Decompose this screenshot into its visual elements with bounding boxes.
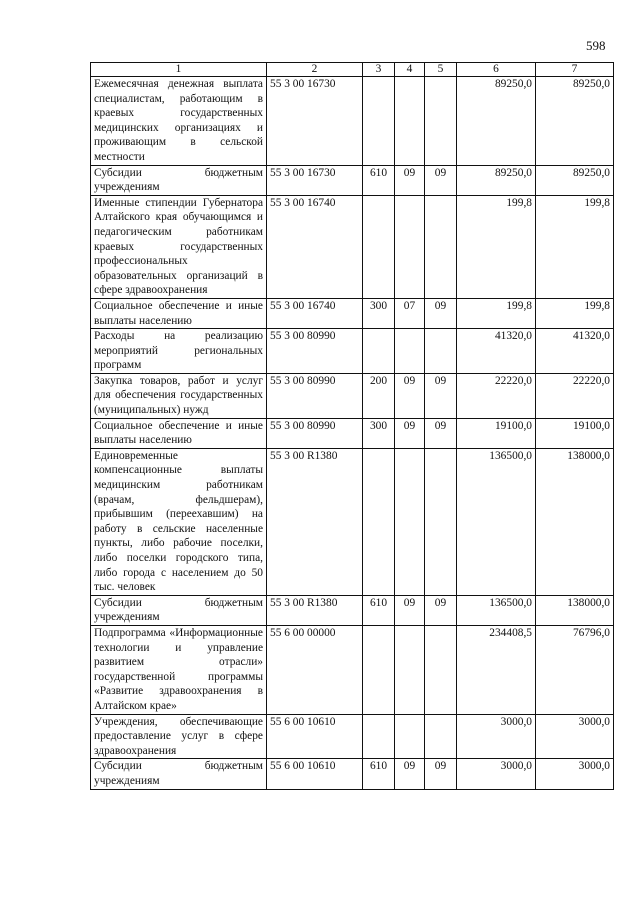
- row-name: Закупка товаров, работ и услуг для обеспечения государственных (муниципальных) нужд: [91, 373, 267, 418]
- row-code: 55 3 00 16740: [267, 298, 363, 328]
- row-amount-2: 89250,0: [536, 77, 614, 166]
- row-section: [395, 77, 425, 166]
- column-header-5: 5: [425, 63, 457, 77]
- table-header-row: [91, 63, 614, 77]
- row-name: Социальное обеспечение и иные выплаты населению: [91, 298, 267, 328]
- column-header-6: 6: [457, 63, 536, 77]
- row-subsection: 09: [425, 373, 457, 418]
- row-code: 55 3 00 R1380: [267, 595, 363, 625]
- table-row: [91, 298, 614, 328]
- row-subsection: 09: [425, 165, 457, 195]
- row-subsection: [425, 625, 457, 714]
- table-row: [91, 195, 614, 298]
- row-amount-2: 138000,0: [536, 595, 614, 625]
- row-amount-1: 199,8: [457, 195, 536, 298]
- row-name: Субсидии бюджетным учреждениям: [91, 165, 267, 195]
- row-amount-1: 3000,0: [457, 714, 536, 759]
- table-row: [91, 165, 614, 195]
- row-expense-type: [363, 329, 395, 374]
- table-row: [91, 448, 614, 595]
- row-amount-1: 41320,0: [457, 329, 536, 374]
- row-expense-type: 610: [363, 165, 395, 195]
- row-amount-2: 19100,0: [536, 418, 614, 448]
- row-amount-2: 138000,0: [536, 448, 614, 595]
- row-section: 09: [395, 595, 425, 625]
- page-number: 598: [586, 38, 606, 53]
- column-header-2: 2: [267, 63, 363, 77]
- row-amount-1: 89250,0: [457, 77, 536, 166]
- row-section: 09: [395, 759, 425, 789]
- row-expense-type: [363, 448, 395, 595]
- row-subsection: [425, 329, 457, 374]
- row-expense-type: 610: [363, 595, 395, 625]
- row-name: Ежемесячная денежная выплата специалистам, работающим в краевых государственных медицинских организациях и проживающим в сельской местности: [91, 77, 267, 166]
- row-amount-1: 136500,0: [457, 448, 536, 595]
- table-row: [91, 418, 614, 448]
- row-name: Расходы на реализацию мероприятий региональных программ: [91, 329, 267, 374]
- table-row: [91, 373, 614, 418]
- row-subsection: [425, 77, 457, 166]
- row-amount-2: 76796,0: [536, 625, 614, 714]
- row-amount-1: 199,8: [457, 298, 536, 328]
- row-name: Учреждения, обеспечивающие предоставление услуг в сфере здравоохранения: [91, 714, 267, 759]
- table-row: [91, 714, 614, 759]
- row-code: 55 3 00 16740: [267, 195, 363, 298]
- row-amount-2: 41320,0: [536, 329, 614, 374]
- row-amount-2: 22220,0: [536, 373, 614, 418]
- table-body: [91, 77, 614, 790]
- row-expense-type: 200: [363, 373, 395, 418]
- row-amount-1: 3000,0: [457, 759, 536, 789]
- row-name: Социальное обеспечение и иные выплаты населению: [91, 418, 267, 448]
- row-amount-1: 234408,5: [457, 625, 536, 714]
- row-amount-2: 3000,0: [536, 714, 614, 759]
- row-section: 09: [395, 165, 425, 195]
- row-code: 55 3 00 16730: [267, 165, 363, 195]
- row-subsection: 09: [425, 298, 457, 328]
- row-amount-2: 3000,0: [536, 759, 614, 789]
- row-expense-type: 610: [363, 759, 395, 789]
- column-header-3: 3: [363, 63, 395, 77]
- row-code: 55 6 00 10610: [267, 759, 363, 789]
- row-section: [395, 448, 425, 595]
- row-subsection: 09: [425, 759, 457, 789]
- column-header-1: 1: [91, 63, 267, 77]
- row-section: [395, 714, 425, 759]
- row-code: 55 6 00 00000: [267, 625, 363, 714]
- row-subsection: [425, 195, 457, 298]
- table-row: [91, 77, 614, 166]
- row-name: Подпрограмма «Информационные технологии и управление развитием отрасли» государственной программы «Развитие здравоохранения в Алтайском крае»: [91, 625, 267, 714]
- column-header-7: 7: [536, 63, 614, 77]
- row-subsection: [425, 448, 457, 595]
- row-section: [395, 329, 425, 374]
- row-name: Субсидии бюджетным учреждениям: [91, 759, 267, 789]
- row-code: 55 3 00 80990: [267, 418, 363, 448]
- row-subsection: 09: [425, 418, 457, 448]
- table-row: [91, 625, 614, 714]
- row-name: Субсидии бюджетным учреждениям: [91, 595, 267, 625]
- table-row: [91, 329, 614, 374]
- row-amount-1: 22220,0: [457, 373, 536, 418]
- row-section: [395, 195, 425, 298]
- row-subsection: 09: [425, 595, 457, 625]
- row-code: 55 3 00 80990: [267, 329, 363, 374]
- row-section: 07: [395, 298, 425, 328]
- row-code: 55 6 00 10610: [267, 714, 363, 759]
- budget-table: [90, 62, 614, 790]
- row-amount-2: 199,8: [536, 195, 614, 298]
- row-amount-2: 199,8: [536, 298, 614, 328]
- row-section: [395, 625, 425, 714]
- row-expense-type: [363, 714, 395, 759]
- row-amount-1: 19100,0: [457, 418, 536, 448]
- row-subsection: [425, 714, 457, 759]
- row-expense-type: 300: [363, 418, 395, 448]
- row-amount-1: 136500,0: [457, 595, 536, 625]
- row-amount-1: 89250,0: [457, 165, 536, 195]
- table-row: [91, 595, 614, 625]
- row-amount-2: 89250,0: [536, 165, 614, 195]
- row-expense-type: [363, 77, 395, 166]
- row-code: 55 3 00 80990: [267, 373, 363, 418]
- table-row: [91, 759, 614, 789]
- row-section: 09: [395, 373, 425, 418]
- row-code: 55 3 00 R1380: [267, 448, 363, 595]
- row-name: Именные стипендии Губернатора Алтайского края обучающимся и педагогическим работникам краевых государственных профессиональных образовательных организаций в сфере здравоохранения: [91, 195, 267, 298]
- row-name: Единовременные компенсационные выплаты медицинским работникам (врачам, фельдшерам), прибывшим (переехавшим) на работу в сельские населенные пункты, либо рабочие поселки, либо поселки городского типа, либо города с населением до 50 тыс. человек: [91, 448, 267, 595]
- column-header-4: 4: [395, 63, 425, 77]
- row-section: 09: [395, 418, 425, 448]
- row-expense-type: [363, 625, 395, 714]
- row-expense-type: 300: [363, 298, 395, 328]
- row-expense-type: [363, 195, 395, 298]
- row-code: 55 3 00 16730: [267, 77, 363, 166]
